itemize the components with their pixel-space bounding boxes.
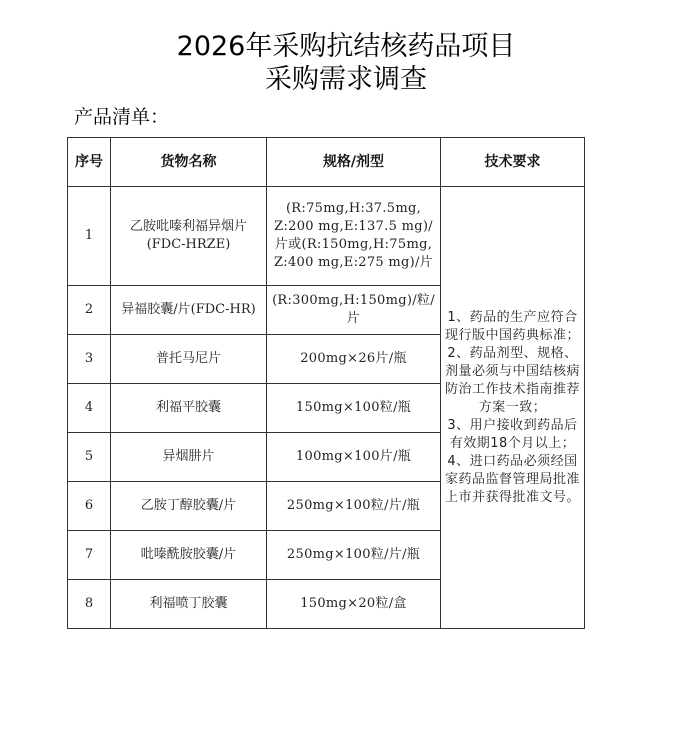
- row-no: 4: [68, 384, 111, 433]
- row-spec: 150mg×100粒/瓶: [267, 384, 441, 433]
- row-spec: 250mg×100粒/片/瓶: [267, 531, 441, 580]
- row-name: 利福喷丁胶囊: [111, 580, 267, 629]
- row-name: 乙胺丁醇胶囊/片: [111, 482, 267, 531]
- row-no: 3: [68, 335, 111, 384]
- row-spec: 150mg×20粒/盒: [267, 580, 441, 629]
- document-title-line2: 采购需求调查: [265, 64, 427, 95]
- document-title-line1: 2026年采购抗结核药品项目: [176, 31, 516, 62]
- table-header-row: [68, 138, 585, 187]
- row-name: 利福平胶囊: [111, 384, 267, 433]
- requirement-item: 3、用户接收到药品后有效期18个月以上；: [447, 417, 578, 451]
- row-spec: 100mg×100片/瓶: [267, 433, 441, 482]
- header-name: 货物名称: [111, 138, 267, 187]
- row-spec: 250mg×100粒/片/瓶: [267, 482, 441, 531]
- row-name: 异烟肼片: [111, 433, 267, 482]
- requirement-item: 1、药品的生产应符合现行版中国药典标准；: [444, 309, 580, 343]
- row-spec: (R:300mg,H:150mg)/粒/片: [267, 286, 441, 335]
- header-spec: 规格/剂型: [267, 138, 441, 187]
- table-row: [68, 187, 585, 286]
- row-name: 吡嗪酰胺胶囊/片: [111, 531, 267, 580]
- product-table: [67, 137, 585, 629]
- technical-requirements: [441, 187, 585, 629]
- row-no: 5: [68, 433, 111, 482]
- row-no: 7: [68, 531, 111, 580]
- header-no: 序号: [68, 138, 111, 187]
- row-no: 2: [68, 286, 111, 335]
- row-name: 异福胶囊/片(FDC-HR): [111, 286, 267, 335]
- row-spec: (R:75mg,H:37.5mg, Z:200 mg,E:137.5 mg)/片或(R:150mg,H:75mg, Z:400 mg,E:275 mg)/片: [267, 187, 441, 286]
- row-name: 乙胺吡嗪利福异烟片(FDC-HRZE): [111, 187, 267, 286]
- row-no: 6: [68, 482, 111, 531]
- header-requirements: 技术要求: [441, 138, 585, 187]
- section-label: 产品清单：: [74, 106, 170, 128]
- row-no: 8: [68, 580, 111, 629]
- row-no: 1: [68, 187, 111, 286]
- row-spec: 200mg×26片/瓶: [267, 335, 441, 384]
- row-name: 普托马尼片: [111, 335, 267, 384]
- requirement-item: 4、进口药品必须经国家药品监督管理局批准上市并获得批准文号。: [444, 453, 580, 505]
- requirement-item: 2、药品剂型、规格、剂量必须与中国结核病防治工作技术指南推荐方案一致；: [444, 345, 580, 415]
